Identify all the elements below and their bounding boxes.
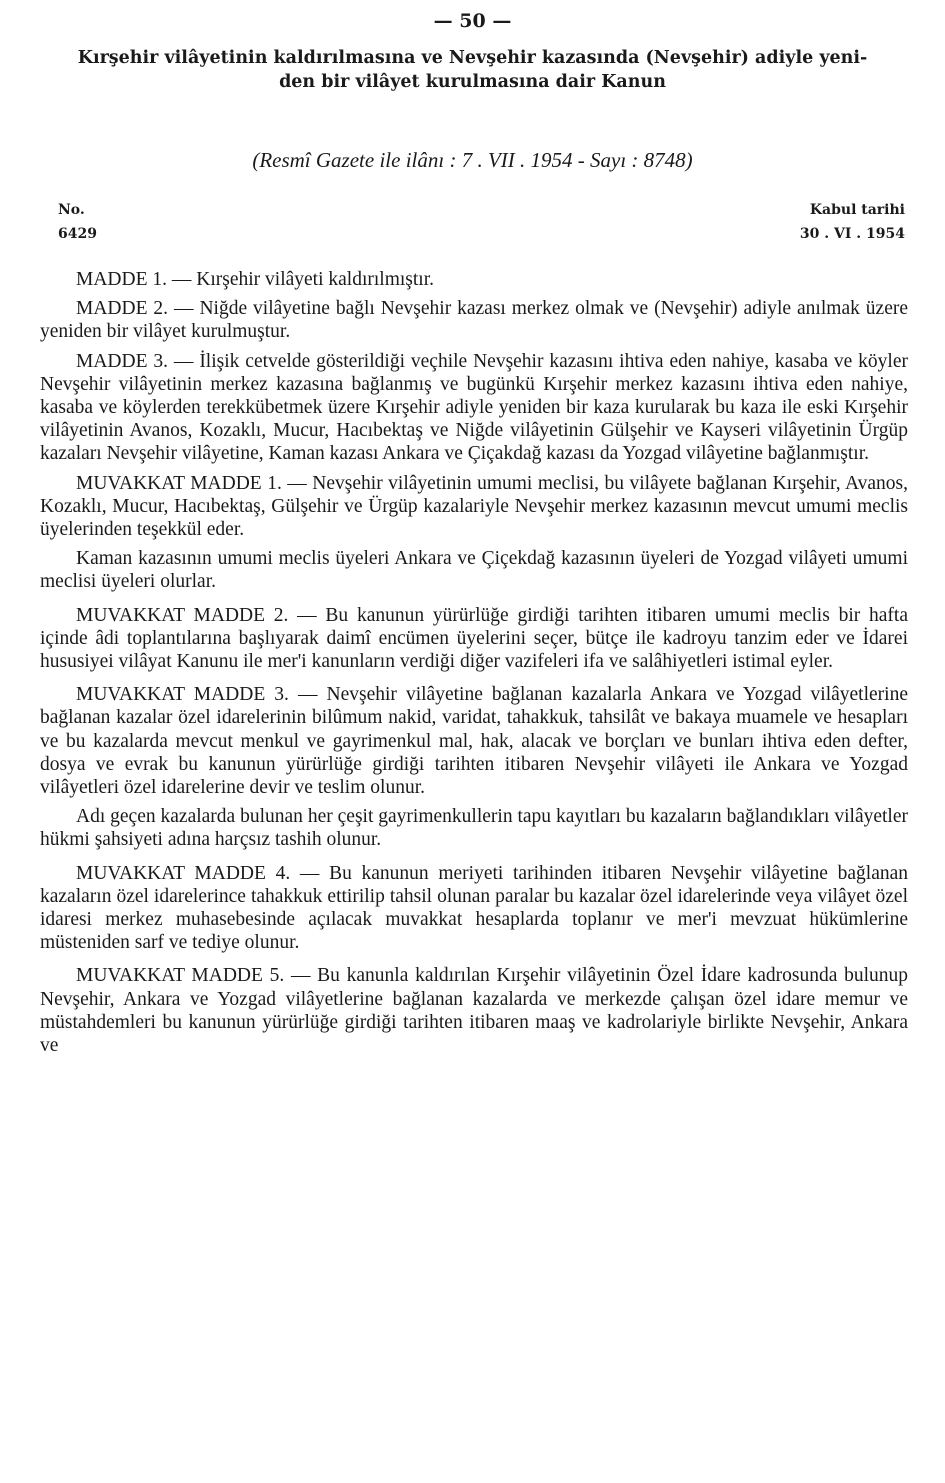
acceptance-date-block (800, 198, 905, 246)
gazette-reference: (Resmî Gazete ile ilânı : 7 . VII . 1954 - Sayı : 8748) (252, 148, 693, 172)
provisional-article-3-clause-2: Adı geçen kazalarda bulunan her çeşit gayrimenkullerin tapu kayıtları bu kazaların bağlandıkları vilâyetler hükmi şahsiyeti adına harçsız tashih olunur. (40, 806, 908, 851)
page-number: — 50 — (433, 10, 512, 32)
law-title-line-1: Kırşehir vilâyetinin kaldırılmasına ve Nevşehir kazasında (Nevşehir) adiyle yeni- (77, 48, 868, 68)
law-number-label: No. (58, 202, 85, 218)
provisional-article-3: MUVAKKAT MADDE 3. — Nevşehir vilâyetine bağlanan kazalarla Ankara ve Yozgad vilâyetlerine bağlanan kazalar özel idarelerinin bilûmum nakid, varidat, tahakkuk, tahsilât ve bakaya muamele ve hesapları ve bu kazalarda mevcut menkul ve gayrimenkul mal, hak, alacak ve borçları ve bunları ihtiva eden defter, dosya ve evrak bu kanunun yürürlüğe girdiği tarihten itibaren Nevşehir vilâyeti ile Ankara ve Yozgad vilâyetleri özel idarelerine devir ve teslim olunur. (40, 684, 908, 799)
provisional-article-2: MUVAKKAT MADDE 2. — Bu kanunun yürürlüğe girdiği tarihten itibaren umumi meclis bir hafta içinde âdi toplantılarına başlıyarak daimî encümen üyelerini seçer, bütçe ile kadroyu tanzim eder ve İdarei hususiyei vilâyat Kanunu ile mer'i kanunların verdiği diğer vazifeleri ifa ve salâhiyetleri istimal eyler. (40, 604, 908, 673)
law-title (30, 46, 915, 94)
law-title-line-2: den bir vilâyet kurulmasına dair Kanun (279, 72, 666, 92)
article-1: MADDE 1. — Kırşehir vilâyeti kaldırılmıştır. (76, 269, 434, 290)
article-3: MADDE 3. — İlişik cetvelde gösterildiği veçhile Nevşehir kazasını ihtiva eden nahiye, kasaba ve köyler Nevşehir vilâyetinin merkez kazasına bağlanmış ve bugünkü Kırşehir merkez kazasını ihtiva eden nahiye, kasaba ve köylerden terekkübetmek üzere Kırşehir adiyle yeniden bir kaza kurularak bu kaza ile eski Kırşehir vilâyetinin Avanos, Kozaklı, Mucur, Hacıbektaş ve Niğde vilâyetinin Gülşehir ve Kayseri vilâyetinin Ürgüp kazaları Nevşehir vilâyetine, Kaman kazası Ankara ve Çiçakdağ kazası da Yozgad vilâyetine bağlanmıştır. (40, 350, 908, 465)
provisional-article-1: MUVAKKAT MADDE 1. — Nevşehir vilâyetinin umumi meclisi, bu vilâyete bağlanan Kırşehir, Avanos, Kozaklı, Mucur, Hacıbektaş, Gülşehir ve Ürgüp kazalariyle Nevşehir merkez kazasının mevcut umumi meclis üyelerinden teşekkül eder. (40, 472, 908, 541)
acceptance-date-label: Kabul tarihi (809, 202, 905, 218)
article-2: MADDE 2. — Niğde vilâyetine bağlı Nevşehir kazası merkez olmak ve (Nevşehir) adiyle anılmak üzere yeniden bir vilâyet kurulmuştur. (40, 298, 908, 343)
law-number-value: 6429 (58, 226, 97, 242)
provisional-article-4: MUVAKKAT MADDE 4. — Bu kanunun meriyeti tarihinden itibaren Nevşehir vilâyetine bağlanan kazaların özel idarelerince tahakkuk ettirilip tahsil olunan paralar bu kazalar özel idarelerinde veya vilâyet özel idaresi merkez muhasebesinde açılacak muvakkat hesaplarda toplanır ve mer'i mevzuat hükümlerine müsteniden sarf ve tediye olunur. (40, 862, 908, 954)
law-number-block (58, 198, 97, 246)
provisional-article-1-clause-2: Kaman kazasının umumi meclis üyeleri Ankara ve Çiçekdağ kazasının üyeleri de Yozgad vilâyeti umumi meclisi üyeleri olurlar. (40, 548, 908, 593)
acceptance-date-value: 30 . VI . 1954 (799, 226, 905, 242)
law-body (40, 268, 908, 1057)
provisional-article-5: MUVAKKAT MADDE 5. — Bu kanunla kaldırılan Kırşehir vilâyetinin Özel İdare kadrosunda bulunup Nevşehir, Ankara ve Yozgad vilâyetlerine bağlanan kazalarda ve merkezde çalışan özel idare memur ve müstahdemleri bu kanunun yürürlüğe girdiği tarihten itibaren maaş ve kadrolariyle birlikte Nevşehir, Ankara ve (40, 965, 908, 1057)
